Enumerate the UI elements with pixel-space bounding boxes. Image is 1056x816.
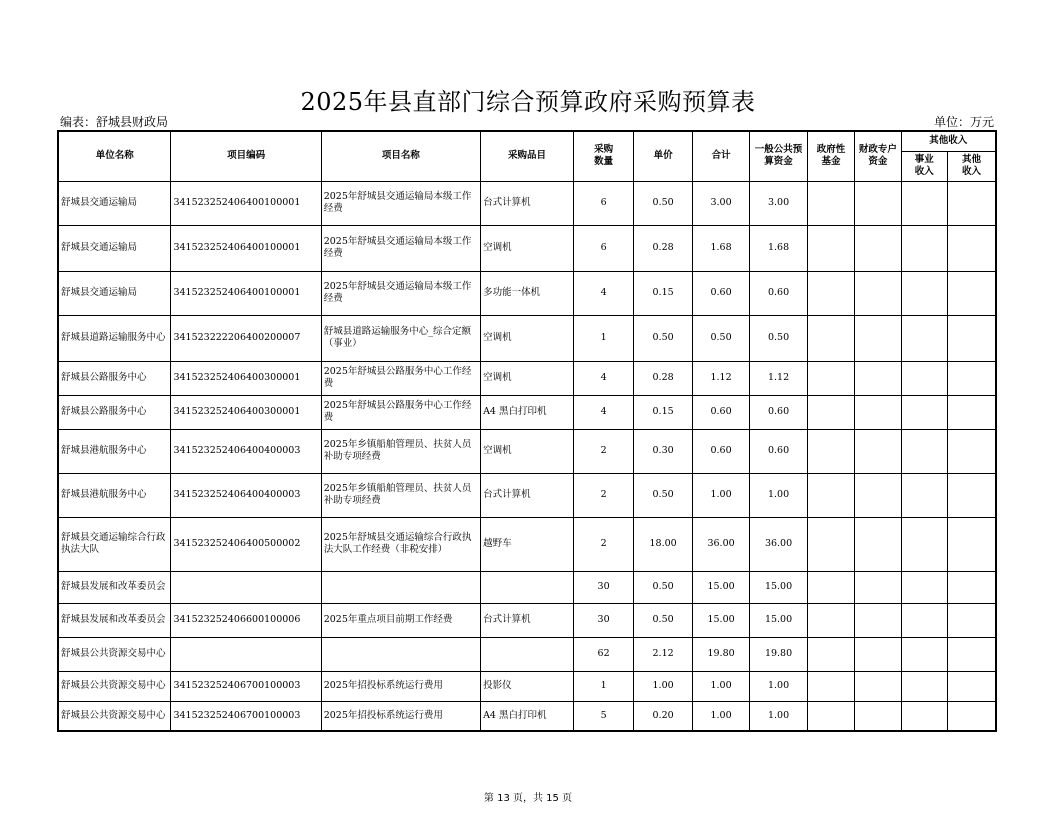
- table-row: [58, 571, 996, 603]
- cell-special-account: [855, 181, 901, 225]
- cell-project-code: 341523252406400100001: [171, 225, 321, 271]
- cell-project-name: [321, 637, 480, 671]
- cell-general-budget: 0.60: [750, 429, 807, 473]
- cell-total: 1.00: [692, 473, 749, 517]
- cell-project-code: 341523252406700100003: [171, 671, 321, 701]
- cell-general-budget: 0.50: [750, 315, 807, 361]
- cell-other-income: [947, 603, 996, 637]
- cell-qty: 2: [573, 473, 634, 517]
- cell-item: 台式计算机: [481, 473, 574, 517]
- cell-unit-name: 舒城县交通运输局: [58, 271, 171, 315]
- cell-unit-name: 舒城县港航服务中心: [58, 473, 171, 517]
- cell-item: 多功能一体机: [481, 271, 574, 315]
- cell-total: 15.00: [692, 603, 749, 637]
- cell-item: [481, 637, 574, 671]
- cell-unit-name: 舒城县交通运输局: [58, 225, 171, 271]
- cell-item: A4 黑白打印机: [481, 701, 574, 731]
- cell-price: 0.28: [634, 361, 692, 395]
- table-row: [58, 637, 996, 671]
- cell-item: [481, 571, 574, 603]
- cell-unit-name: 舒城县发展和改革委员会: [58, 603, 171, 637]
- cell-project-code: 341523222206400200007: [171, 315, 321, 361]
- cell-gov-fund: [807, 637, 854, 671]
- cell-unit-name: 舒城县公共资源交易中心: [58, 671, 171, 701]
- cell-total: 1.68: [692, 225, 749, 271]
- cell-price: 0.50: [634, 181, 692, 225]
- cell-qty: 4: [573, 271, 634, 315]
- compiler-label: 编表：舒城县财政局: [60, 115, 169, 129]
- cell-business-income: [901, 395, 947, 429]
- table-row: [58, 517, 996, 571]
- cell-total: 1.00: [692, 671, 749, 701]
- header-price: 单价: [634, 131, 692, 181]
- cell-price: 0.50: [634, 571, 692, 603]
- cell-price: 0.50: [634, 473, 692, 517]
- cell-unit-name: 舒城县公路服务中心: [58, 395, 171, 429]
- cell-price: 0.28: [634, 225, 692, 271]
- cell-qty: 2: [573, 429, 634, 473]
- cell-special-account: [855, 271, 901, 315]
- cell-total: 0.50: [692, 315, 749, 361]
- cell-general-budget: 0.60: [750, 271, 807, 315]
- cell-special-account: [855, 671, 901, 701]
- cell-unit-name: 舒城县公共资源交易中心: [58, 701, 171, 731]
- header-item: 采购品目: [481, 131, 574, 181]
- cell-qty: 6: [573, 181, 634, 225]
- cell-other-income: [947, 361, 996, 395]
- cell-total: 0.60: [692, 271, 749, 315]
- cell-project-code: 341523252406400100001: [171, 181, 321, 225]
- cell-item: 投影仪: [481, 671, 574, 701]
- cell-project-code: 341523252406600100006: [171, 603, 321, 637]
- cell-gov-fund: [807, 395, 854, 429]
- cell-gov-fund: [807, 429, 854, 473]
- unit-label: 单位：万元: [933, 115, 994, 129]
- header-other: 其他 收入: [947, 151, 996, 181]
- cell-gov-fund: [807, 701, 854, 731]
- cell-project-code: 341523252406400400003: [171, 429, 321, 473]
- cell-special-account: [855, 517, 901, 571]
- cell-item: 台式计算机: [481, 181, 574, 225]
- cell-unit-name: 舒城县公路服务中心: [58, 361, 171, 395]
- table-row: [58, 361, 996, 395]
- cell-qty: 30: [573, 571, 634, 603]
- cell-total: 0.60: [692, 395, 749, 429]
- cell-qty: 4: [573, 361, 634, 395]
- cell-project-name: 2025年重点项目前期工作经费: [321, 603, 480, 637]
- cell-other-income: [947, 473, 996, 517]
- cell-other-income: [947, 571, 996, 603]
- cell-project-name: 2025年舒城县公路服务中心工作经费: [321, 361, 480, 395]
- header-total: 合计: [692, 131, 749, 181]
- cell-gov-fund: [807, 181, 854, 225]
- cell-price: 0.15: [634, 271, 692, 315]
- cell-gov-fund: [807, 271, 854, 315]
- cell-special-account: [855, 361, 901, 395]
- cell-item: 越野车: [481, 517, 574, 571]
- cell-business-income: [901, 181, 947, 225]
- cell-price: 0.15: [634, 395, 692, 429]
- cell-general-budget: 0.60: [750, 395, 807, 429]
- header-qty: 采购 数量: [573, 131, 634, 181]
- cell-general-budget: 15.00: [750, 571, 807, 603]
- cell-unit-name: 舒城县发展和改革委员会: [58, 571, 171, 603]
- cell-general-budget: 36.00: [750, 517, 807, 571]
- table-row: [58, 473, 996, 517]
- cell-business-income: [901, 315, 947, 361]
- cell-project-name: 舒城县道路运输服务中心_综合定额（事业）: [321, 315, 480, 361]
- cell-general-budget: 1.12: [750, 361, 807, 395]
- cell-total: 1.12: [692, 361, 749, 395]
- cell-other-income: [947, 271, 996, 315]
- cell-special-account: [855, 395, 901, 429]
- cell-other-income: [947, 181, 996, 225]
- cell-total: 1.00: [692, 701, 749, 731]
- cell-business-income: [901, 271, 947, 315]
- table-row: [58, 395, 996, 429]
- cell-unit-name: 舒城县道路运输服务中心: [58, 315, 171, 361]
- cell-unit-name: 舒城县港航服务中心: [58, 429, 171, 473]
- cell-special-account: [855, 603, 901, 637]
- cell-price: 0.50: [634, 603, 692, 637]
- cell-total: 15.00: [692, 571, 749, 603]
- cell-business-income: [901, 637, 947, 671]
- cell-project-name: 2025年招投标系统运行费用: [321, 671, 480, 701]
- table-row: [58, 181, 996, 225]
- cell-project-code: 341523252406400500002: [171, 517, 321, 571]
- cell-business-income: [901, 701, 947, 731]
- cell-qty: 62: [573, 637, 634, 671]
- cell-item: A4 黑白打印机: [481, 395, 574, 429]
- cell-gov-fund: [807, 473, 854, 517]
- cell-gov-fund: [807, 315, 854, 361]
- cell-special-account: [855, 429, 901, 473]
- cell-other-income: [947, 429, 996, 473]
- cell-other-income: [947, 225, 996, 271]
- cell-item: 空调机: [481, 361, 574, 395]
- header-special-account: 财政专户 资金: [855, 131, 901, 181]
- cell-business-income: [901, 473, 947, 517]
- table-row: [58, 603, 996, 637]
- cell-other-income: [947, 637, 996, 671]
- cell-project-code: 341523252406400100001: [171, 271, 321, 315]
- cell-price: 18.00: [634, 517, 692, 571]
- cell-item: 空调机: [481, 429, 574, 473]
- cell-project-code: [171, 571, 321, 603]
- cell-project-name: 2025年舒城县公路服务中心工作经费: [321, 395, 480, 429]
- cell-project-name: 2025年招投标系统运行费用: [321, 701, 480, 731]
- cell-gov-fund: [807, 517, 854, 571]
- cell-price: 0.50: [634, 315, 692, 361]
- cell-business-income: [901, 603, 947, 637]
- cell-project-name: 2025年舒城县交通运输局本级工作经费: [321, 181, 480, 225]
- table-row: [58, 671, 996, 701]
- header-project-name: 项目名称: [321, 131, 480, 181]
- cell-total: 0.60: [692, 429, 749, 473]
- cell-price: 2.12: [634, 637, 692, 671]
- cell-gov-fund: [807, 571, 854, 603]
- page-footer: 第 13 页，共 15 页: [483, 793, 573, 804]
- cell-qty: 30: [573, 603, 634, 637]
- cell-unit-name: 舒城县交通运输局: [58, 181, 171, 225]
- cell-project-name: 2025年舒城县交通运输局本级工作经费: [321, 271, 480, 315]
- table-row: [58, 271, 996, 315]
- cell-special-account: [855, 225, 901, 271]
- cell-project-name: [321, 571, 480, 603]
- cell-item: 空调机: [481, 225, 574, 271]
- cell-price: 1.00: [634, 671, 692, 701]
- cell-gov-fund: [807, 225, 854, 271]
- cell-total: 3.00: [692, 181, 749, 225]
- header-business-income: 事业 收入: [901, 151, 947, 181]
- cell-qty: 6: [573, 225, 634, 271]
- cell-business-income: [901, 517, 947, 571]
- cell-project-code: 341523252406700100003: [171, 701, 321, 731]
- header-unit-name: 单位名称: [58, 131, 171, 181]
- cell-general-budget: 19.80: [750, 637, 807, 671]
- procurement-budget-table: [57, 130, 997, 732]
- cell-business-income: [901, 671, 947, 701]
- cell-other-income: [947, 517, 996, 571]
- cell-other-income: [947, 701, 996, 731]
- cell-general-budget: 1.00: [750, 701, 807, 731]
- cell-gov-fund: [807, 603, 854, 637]
- cell-special-account: [855, 637, 901, 671]
- table-row: [58, 315, 996, 361]
- cell-other-income: [947, 395, 996, 429]
- cell-item: 空调机: [481, 315, 574, 361]
- cell-qty: 1: [573, 315, 634, 361]
- cell-project-name: 2025年乡镇船舶管理员、扶贫人员补助专项经费: [321, 429, 480, 473]
- cell-project-code: [171, 637, 321, 671]
- cell-price: 0.30: [634, 429, 692, 473]
- cell-special-account: [855, 701, 901, 731]
- cell-item: 台式计算机: [481, 603, 574, 637]
- cell-total: 36.00: [692, 517, 749, 571]
- header-gov-fund: 政府性 基金: [807, 131, 854, 181]
- cell-qty: 1: [573, 671, 634, 701]
- cell-project-code: 341523252406400300001: [171, 395, 321, 429]
- table-row: [58, 429, 996, 473]
- cell-gov-fund: [807, 361, 854, 395]
- cell-business-income: [901, 571, 947, 603]
- cell-project-name: 2025年舒城县交通运输综合行政执法大队工作经费（非税安排）: [321, 517, 480, 571]
- cell-price: 0.20: [634, 701, 692, 731]
- cell-project-code: 341523252406400400003: [171, 473, 321, 517]
- cell-qty: 2: [573, 517, 634, 571]
- cell-gov-fund: [807, 671, 854, 701]
- cell-other-income: [947, 671, 996, 701]
- cell-general-budget: 1.68: [750, 225, 807, 271]
- cell-business-income: [901, 361, 947, 395]
- table-row: [58, 701, 996, 731]
- cell-project-code: 341523252406400300001: [171, 361, 321, 395]
- cell-project-name: 2025年舒城县交通运输局本级工作经费: [321, 225, 480, 271]
- cell-special-account: [855, 473, 901, 517]
- cell-general-budget: 3.00: [750, 181, 807, 225]
- cell-unit-name: 舒城县公共资源交易中心: [58, 637, 171, 671]
- header-other-income: 其他收入: [901, 131, 996, 151]
- cell-special-account: [855, 315, 901, 361]
- cell-total: 19.80: [692, 637, 749, 671]
- header-general-budget: 一般公共预 算资金: [750, 131, 807, 181]
- table-row: [58, 225, 996, 271]
- cell-other-income: [947, 315, 996, 361]
- cell-general-budget: 15.00: [750, 603, 807, 637]
- page-title: 2025年县直部门综合预算政府采购预算表: [300, 88, 756, 116]
- cell-unit-name: 舒城县交通运输综合行政执法大队: [58, 517, 171, 571]
- cell-general-budget: 1.00: [750, 473, 807, 517]
- cell-business-income: [901, 429, 947, 473]
- cell-general-budget: 1.00: [750, 671, 807, 701]
- cell-qty: 4: [573, 395, 634, 429]
- cell-qty: 5: [573, 701, 634, 731]
- cell-project-name: 2025年乡镇船舶管理员、扶贫人员补助专项经费: [321, 473, 480, 517]
- cell-business-income: [901, 225, 947, 271]
- cell-special-account: [855, 571, 901, 603]
- header-project-code: 项目编码: [171, 131, 321, 181]
